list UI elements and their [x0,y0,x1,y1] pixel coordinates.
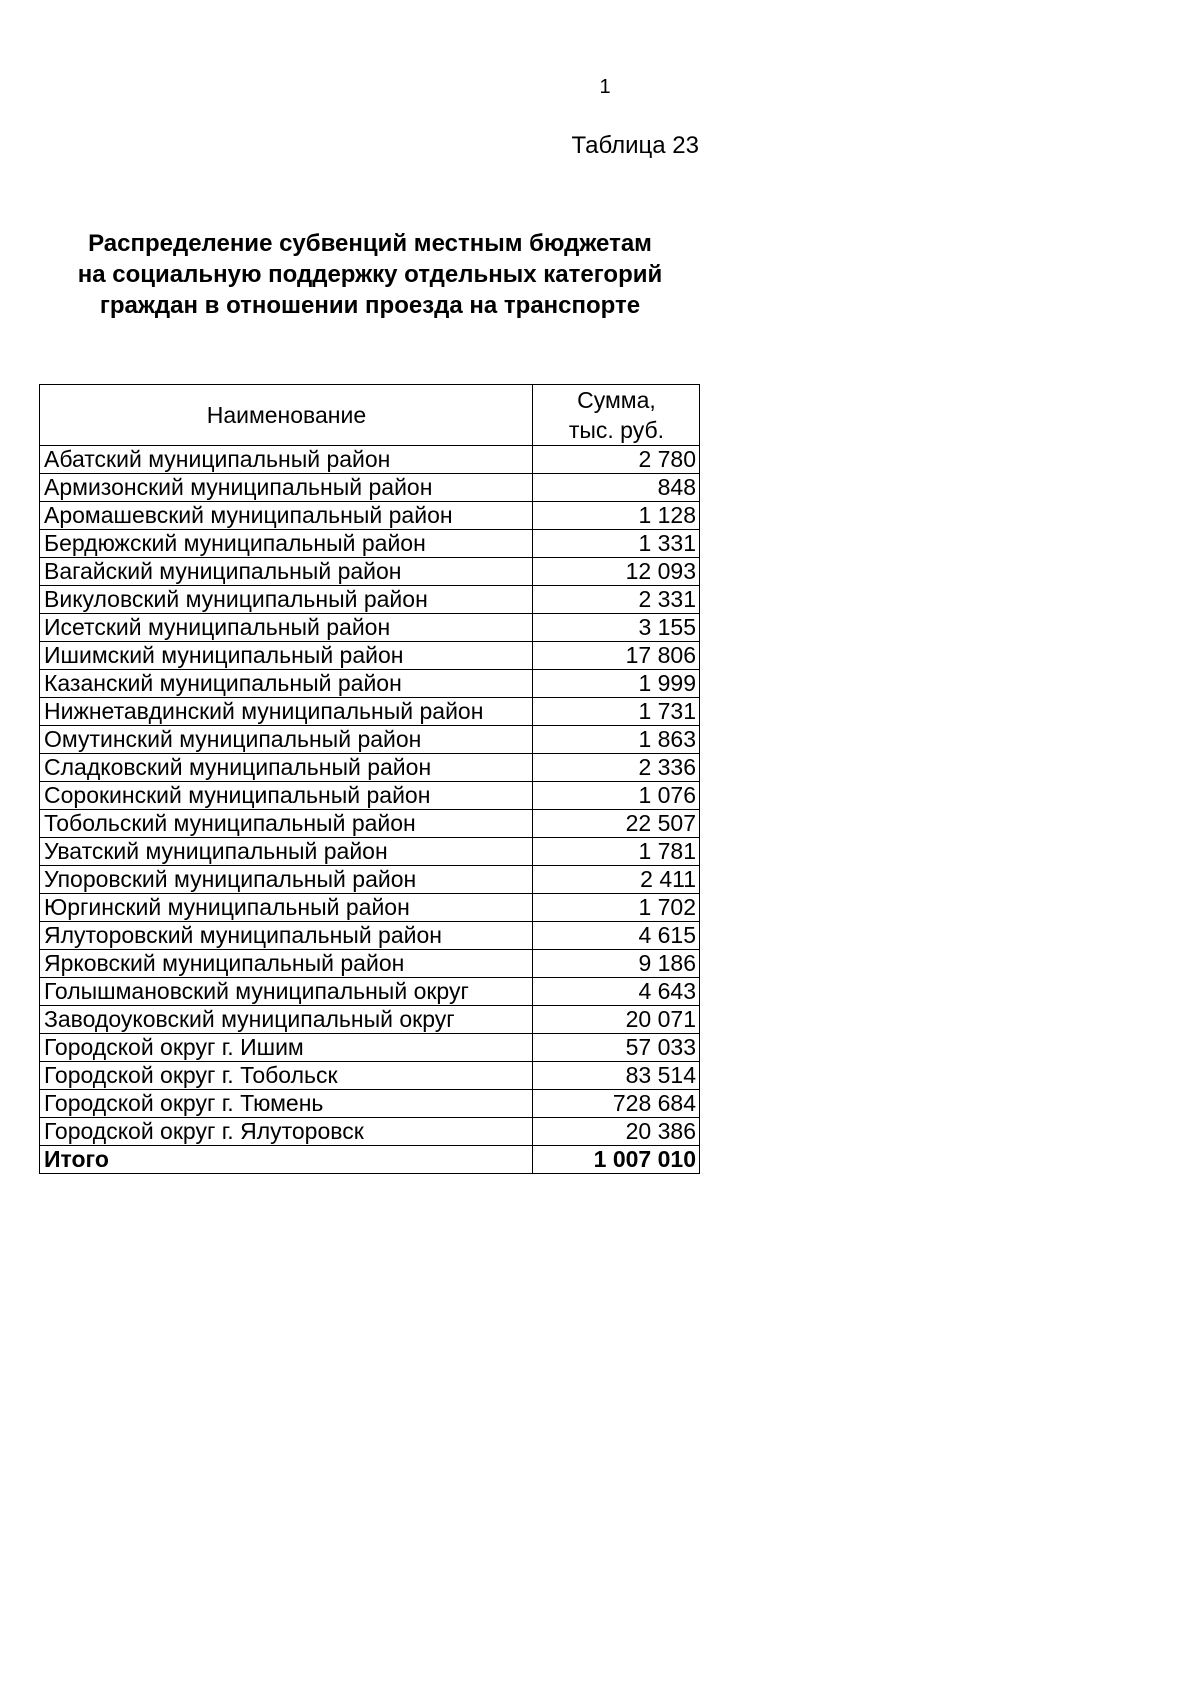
cell-sum: 1 863 [532,726,699,754]
total-row [40,1146,700,1174]
header-name: Наименование [40,385,533,446]
cell-name: Вагайский муниципальный район [40,558,533,586]
page-number: 1 [599,76,611,98]
document-title [40,228,700,321]
table-row [40,530,700,558]
total-label: Итого [40,1146,533,1174]
cell-name: Казанский муниципальный район [40,670,533,698]
cell-sum: 17 806 [532,642,699,670]
table-row [40,1006,700,1034]
table-row [40,866,700,894]
cell-sum: 20 071 [532,1006,699,1034]
cell-sum: 728 684 [532,1090,699,1118]
table-row [40,670,700,698]
table-row [40,586,700,614]
total-sum: 1 007 010 [532,1146,699,1174]
table-row [40,950,700,978]
table-row [40,1034,700,1062]
cell-sum: 4 643 [532,978,699,1006]
cell-sum: 3 155 [532,614,699,642]
table-row [40,1090,700,1118]
cell-name: Аромашевский муниципальный район [40,502,533,530]
table-body [40,446,700,1174]
cell-sum: 1 331 [532,530,699,558]
table-header-row [40,385,700,446]
cell-sum: 20 386 [532,1118,699,1146]
cell-name: Городской округ г. Тобольск [40,1062,533,1090]
cell-sum: 1 702 [532,894,699,922]
title-line: на социальную поддержку отдельных категорий [77,261,663,288]
table-row [40,642,700,670]
cell-sum: 1 128 [532,502,699,530]
cell-name: Армизонский муниципальный район [40,474,533,502]
cell-sum: 22 507 [532,810,699,838]
cell-name: Ишимский муниципальный район [40,642,533,670]
cell-sum: 2 780 [532,446,699,474]
table-row [40,894,700,922]
cell-name: Абатский муниципальный район [40,446,533,474]
cell-sum: 1 781 [532,838,699,866]
cell-name: Уватский муниципальный район [40,838,533,866]
cell-name: Городской округ г. Ишим [40,1034,533,1062]
title-line: граждан в отношении проезда на транспорте [99,292,641,319]
cell-name: Ялуторовский муниципальный район [40,922,533,950]
cell-name: Сорокинский муниципальный район [40,782,533,810]
cell-name: Городской округ г. Ялуторовск [40,1118,533,1146]
header-sum-line2: тыс. руб. [568,417,665,443]
table-row [40,614,700,642]
table-row [40,446,700,474]
table-row [40,754,700,782]
cell-sum: 57 033 [532,1034,699,1062]
cell-name: Нижнетавдинский муниципальный район [40,698,533,726]
cell-sum: 2 336 [532,754,699,782]
cell-name: Голышмановский муниципальный округ [40,978,533,1006]
table-row [40,474,700,502]
cell-name: Бердюжский муниципальный район [40,530,533,558]
cell-name: Заводоуковский муниципальный округ [40,1006,533,1034]
cell-sum: 83 514 [532,1062,699,1090]
cell-name: Сладковский муниципальный район [40,754,533,782]
cell-sum: 12 093 [532,558,699,586]
cell-name: Упоровский муниципальный район [40,866,533,894]
title-line: Распределение субвенций местным бюджетам [88,230,652,257]
table-row [40,558,700,586]
cell-sum: 848 [532,474,699,502]
header-sum [532,385,699,446]
subventions-table [39,384,700,1174]
cell-sum: 2 331 [532,586,699,614]
cell-sum: 1 076 [532,782,699,810]
table-row [40,978,700,1006]
cell-sum: 9 186 [532,950,699,978]
cell-name: Исетский муниципальный район [40,614,533,642]
cell-sum: 1 731 [532,698,699,726]
table-row [40,1062,700,1090]
cell-name: Тобольский муниципальный район [40,810,533,838]
cell-name: Юргинский муниципальный район [40,894,533,922]
table-row [40,502,700,530]
table-row [40,838,700,866]
table-label: Таблица 23 [571,132,699,159]
table-row [40,782,700,810]
header-sum-line1: Сумма, [577,387,656,413]
table-row [40,922,700,950]
cell-name: Ярковский муниципальный район [40,950,533,978]
cell-name: Викуловский муниципальный район [40,586,533,614]
cell-sum: 2 411 [532,866,699,894]
table-row [40,726,700,754]
table-row [40,810,700,838]
table-row [40,698,700,726]
cell-name: Городской округ г. Тюмень [40,1090,533,1118]
cell-sum: 4 615 [532,922,699,950]
table-row [40,1118,700,1146]
cell-sum: 1 999 [532,670,699,698]
cell-name: Омутинский муниципальный район [40,726,533,754]
